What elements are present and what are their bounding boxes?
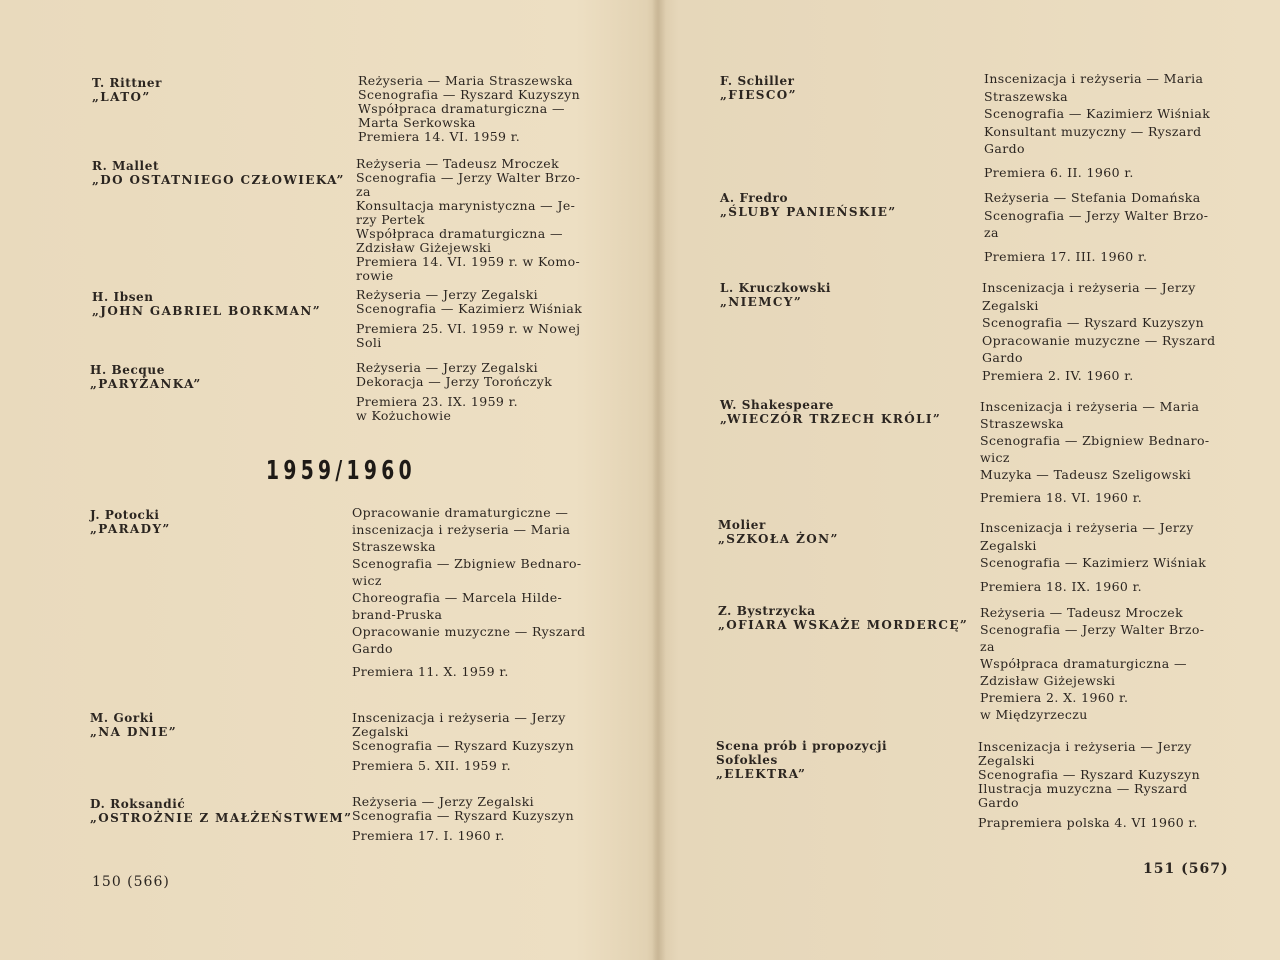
premiere-line: Premiera 17. I. 1960 r. xyxy=(352,828,505,843)
credit-line: Gardo xyxy=(984,141,1025,156)
credits-block xyxy=(352,711,574,773)
credits-block xyxy=(982,279,1216,384)
credit-line: Opracowanie muzyczne — Ryszard xyxy=(982,332,1216,348)
credit-line: Reżyseria — Stefania Domańska xyxy=(984,190,1201,205)
play-title: „SZKOŁA ŻON” xyxy=(718,532,839,546)
credit-line: Opracowanie dramaturgiczne — xyxy=(352,505,569,520)
credit-line: Reżyseria — Tadeusz Mroczek xyxy=(356,156,560,171)
credits-block xyxy=(356,157,580,283)
credit-line: Soli xyxy=(356,335,382,350)
credit-line: Scenografia — Zbigniew Bednaro- xyxy=(980,433,1210,448)
play-author: Scena prób i propozycji xyxy=(716,739,888,753)
credit-line: rowie xyxy=(356,268,394,283)
credit-line: Scenografia — Ryszard Kuzyszyn xyxy=(982,315,1205,330)
credit-line: Konsultant muzyczny — Ryszard xyxy=(984,123,1202,139)
play-author: T. Rittner xyxy=(92,76,163,90)
page-number: 150 (566) xyxy=(92,874,170,890)
credit-line: Inscenizacja i reżyseria — Maria xyxy=(980,399,1200,414)
credit-line: Scenografia — Ryszard Kuzyszyn xyxy=(352,808,575,823)
credits-block xyxy=(984,70,1210,181)
credit-line: Straszewska xyxy=(352,539,436,554)
credit-line: za xyxy=(356,184,371,199)
play-author: D. Roksandić xyxy=(90,797,186,811)
season-heading: 1959/1960 xyxy=(266,456,416,486)
credits-block xyxy=(356,361,552,423)
premiere-line: Premiera 18. VI. 1960 r. xyxy=(980,490,1143,505)
credit-line: Zdzisław Giżejewski xyxy=(356,240,492,255)
credits-block xyxy=(356,288,582,350)
credits-block xyxy=(978,740,1200,830)
credit-line: Gardo xyxy=(978,795,1019,810)
credit-line: Inscenizacja i reżyseria — Jerzy xyxy=(352,710,566,725)
premiere-line: Premiera 6. II. 1960 r. xyxy=(984,164,1134,180)
credit-line: Zegalski xyxy=(978,753,1035,768)
credit-line: rzy Pertek xyxy=(356,212,425,227)
credit-line: brand-Pruska xyxy=(352,607,443,622)
book-gutter xyxy=(652,0,666,960)
play-author-secondary: Sofokles xyxy=(716,753,778,767)
play-author: J. Potocki xyxy=(90,508,160,522)
credit-line: Zegalski xyxy=(982,297,1039,313)
credits-block xyxy=(980,604,1204,723)
premiere-line: Premiera 5. XII. 1959 r. xyxy=(352,758,512,773)
credit-line: za xyxy=(984,225,999,240)
play-title: „FIESCO” xyxy=(720,88,797,102)
credit-line: wicz xyxy=(980,450,1010,465)
premiere-line: Premiera 2. X. 1960 r. xyxy=(980,690,1129,705)
premiere-line: Premiera 14. VI. 1959 r. w Komo- xyxy=(356,254,581,269)
premiere-line: Prapremiera polska 4. VI 1960 r. xyxy=(978,815,1198,830)
credit-line: Zegalski xyxy=(352,724,409,739)
credit-line: Inscenizacja i reżyseria — Jerzy xyxy=(978,739,1192,754)
credit-line: Straszewska xyxy=(980,416,1064,431)
credits-block xyxy=(352,504,586,680)
play-author: W. Shakespeare xyxy=(720,398,834,412)
play-title: „JOHN GABRIEL BORKMAN” xyxy=(92,304,322,318)
credit-line: Zdzisław Giżejewski xyxy=(980,673,1116,688)
credits-block xyxy=(352,795,574,843)
credit-line: w Kożuchowie xyxy=(356,408,452,423)
play-title: „OSTROŻNIE Z MAŁŻEŃSTWEM” xyxy=(90,811,353,825)
page-number: 151 (567) xyxy=(1143,861,1229,877)
play-title: „PARYŻANKA” xyxy=(90,377,202,391)
credit-line: Scenografia — Jerzy Walter Brzo- xyxy=(984,207,1209,223)
credit-line: Choreografia — Marcela Hilde- xyxy=(352,590,563,605)
play-title: „ELEKTRA” xyxy=(716,767,807,781)
premiere-line: Premiera 2. IV. 1960 r. xyxy=(982,367,1134,383)
premiere-line: Premiera 17. III. 1960 r. xyxy=(984,248,1148,264)
play-title: „PARADY” xyxy=(90,522,171,536)
play-author: F. Schiller xyxy=(720,74,795,88)
credit-line: Inscenizacja i reżyseria — Jerzy xyxy=(982,280,1196,295)
play-author: A. Fredro xyxy=(720,191,789,205)
credit-line: Scenografia — Ryszard Kuzyszyn xyxy=(978,767,1201,782)
credit-line: Straszewska xyxy=(984,88,1068,104)
credit-line: wicz xyxy=(352,573,382,588)
credit-line: inscenizacja i reżyseria — Maria xyxy=(352,522,571,537)
credit-line: Scenografia — Kazimierz Wiśniak xyxy=(984,106,1211,121)
credits-block xyxy=(980,398,1210,506)
premiere-line: Premiera 14. VI. 1959 r. xyxy=(358,129,521,144)
credit-line: Dekoracja — Jerzy Torończyk xyxy=(356,374,553,389)
credit-line: Muzyka — Tadeusz Szeligowski xyxy=(980,467,1192,482)
play-title: „LATO” xyxy=(92,90,151,104)
credit-line: Gardo xyxy=(352,641,393,656)
credit-line: Scenografia — Kazimierz Wiśniak xyxy=(980,555,1207,570)
play-title: „DO OSTATNIEGO CZŁOWIEKA” xyxy=(92,173,345,187)
credit-line: Scenografia — Ryszard Kuzyszyn xyxy=(358,87,581,102)
credit-line: Scenografia — Jerzy Walter Brzo- xyxy=(980,622,1205,637)
premiere-line: Premiera 18. IX. 1960 r. xyxy=(980,578,1143,594)
credit-line: Zegalski xyxy=(980,537,1037,553)
premiere-line: Premiera 23. IX. 1959 r. xyxy=(356,394,519,409)
play-title: „NA DNIE” xyxy=(90,725,177,739)
credit-line: Inscenizacja i reżyseria — Jerzy xyxy=(980,520,1194,535)
credit-line: Scenografia — Kazimierz Wiśniak xyxy=(356,301,583,316)
credit-line: Scenografia — Ryszard Kuzyszyn xyxy=(352,738,575,753)
premiere-line: Premiera 11. X. 1959 r. xyxy=(352,664,509,679)
credit-line: Scenografia — Zbigniew Bednaro- xyxy=(352,556,582,571)
play-author: H. Ibsen xyxy=(92,290,154,304)
play-title: „NIEMCY” xyxy=(720,295,803,309)
credit-line: Współpraca dramaturgiczna — xyxy=(980,656,1187,671)
play-title: „ŚLUBY PANIEŃSKIE” xyxy=(720,205,897,219)
credit-line: Reżyseria — Jerzy Zegalski xyxy=(356,287,539,302)
credit-line: Marta Serkowska xyxy=(358,115,476,130)
play-author: L. Kruczkowski xyxy=(720,281,832,295)
play-author: Z. Bystrzycka xyxy=(718,604,816,618)
credit-line: Reżyseria — Jerzy Zegalski xyxy=(352,794,535,809)
play-title: „WIECZÓR TRZECH KRÓLI” xyxy=(720,412,942,426)
credit-line: w Międzyrzeczu xyxy=(980,707,1088,722)
play-title: „OFIARA WSKAŻE MORDERCĘ” xyxy=(718,618,969,632)
credit-line: za xyxy=(980,639,995,654)
credit-line: Opracowanie muzyczne — Ryszard xyxy=(352,624,586,639)
play-author: R. Mallet xyxy=(92,159,160,173)
credit-line: Ilustracja muzyczna — Ryszard xyxy=(978,781,1188,796)
play-author: M. Gorki xyxy=(90,711,154,725)
play-author: Molier xyxy=(718,518,766,532)
premiere-line: Premiera 25. VI. 1959 r. w Nowej xyxy=(356,321,581,336)
credit-line: Scenografia — Jerzy Walter Brzo- xyxy=(356,170,581,185)
credit-line: Reżyseria — Tadeusz Mroczek xyxy=(980,605,1184,620)
credits-block xyxy=(980,519,1206,595)
credits-block xyxy=(984,189,1208,265)
credit-line: Współpraca dramaturgiczna — xyxy=(356,226,563,241)
credit-line: Konsultacja marynistyczna — Je- xyxy=(356,198,576,213)
credit-line: Gardo xyxy=(982,350,1023,365)
credit-line: Reżyseria — Maria Straszewska xyxy=(358,73,573,88)
credit-line: Inscenizacja i reżyseria — Maria xyxy=(984,71,1204,86)
credits-block xyxy=(358,74,580,144)
credit-line: Współpraca dramaturgiczna — xyxy=(358,101,565,116)
play-author: H. Becque xyxy=(90,363,165,377)
credit-line: Reżyseria — Jerzy Zegalski xyxy=(356,360,539,375)
right-page xyxy=(666,0,1280,960)
